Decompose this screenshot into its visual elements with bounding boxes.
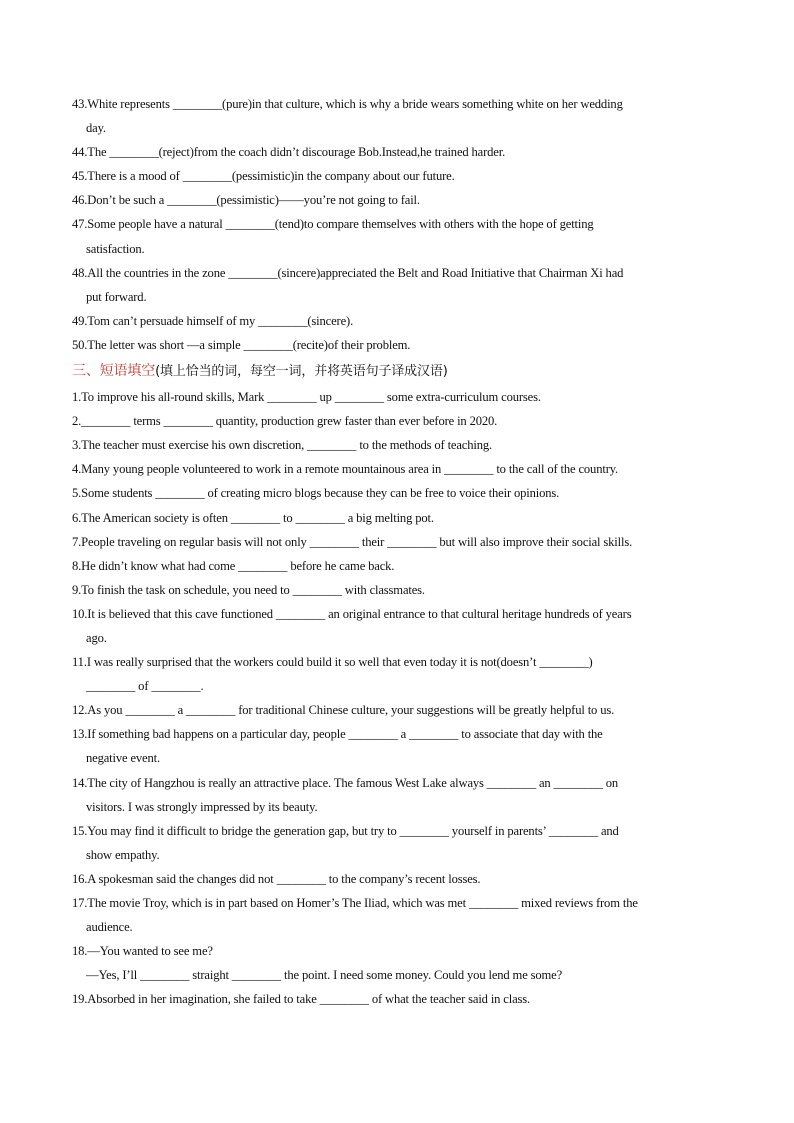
question-text-continuation: satisfaction.	[86, 241, 145, 256]
question-text: 2.________ terms ________ quantity, production grew faster than ever before in 2020.	[72, 414, 498, 429]
question-text: 10.It is believed that this cave functioned ________ an original entrance to that cultural heritage hundreds of years	[72, 606, 632, 621]
question-text-continuation: —Yes, I’ll ________ straight ________ the point. I need some money. Could you lend me some?	[86, 968, 563, 983]
question-text: 1.To improve his all-round skills, Mark ________ up ________ some extra-curriculum courses.	[72, 390, 541, 405]
question-item	[72, 578, 726, 602]
question-item	[72, 409, 726, 433]
question-text: 46.Don’t be such a ________(pessimistic)——you’re not going to fail.	[72, 193, 420, 208]
question-text: 44.The ________(reject)from the coach didn’t discourage Bob.Instead,he trained harder.	[72, 145, 506, 160]
question-text: 18.—You wanted to see me?	[72, 944, 213, 959]
question-item	[72, 164, 726, 188]
question-text: 3.The teacher must exercise his own discretion, ________ to the methods of teaching.	[72, 438, 493, 453]
question-item	[72, 212, 726, 260]
question-text-continuation: ago.	[86, 630, 107, 645]
question-text: 6.The American society is often ________ to ________ a big melting pot.	[72, 510, 434, 525]
question-item	[72, 309, 726, 333]
question-text-continuation: put forward.	[86, 289, 147, 304]
question-text-continuation: ________ of ________.	[86, 679, 204, 694]
question-text: 49.Tom can’t persuade himself of my ________(sincere).	[72, 313, 354, 328]
question-item	[72, 530, 726, 554]
question-item	[72, 140, 726, 164]
question-item	[72, 92, 726, 140]
question-item	[72, 722, 726, 770]
question-text: 45.There is a mood of ________(pessimistic)in the company about our future.	[72, 169, 455, 184]
worksheet-page	[72, 92, 726, 1011]
question-item	[72, 891, 726, 939]
question-item	[72, 650, 726, 698]
section-heading	[72, 358, 726, 385]
question-text: 5.Some students ________ of creating micro blogs because they can be free to voice their opinions.	[72, 486, 560, 501]
question-text: 11.I was really surprised that the workers could build it so well that even today it is not(doesn’t ________)	[72, 655, 593, 670]
question-item	[72, 819, 726, 867]
question-item	[72, 433, 726, 457]
question-text: 13.If something bad happens on a particular day, people ________ a ________ to associate that day with the	[72, 727, 603, 742]
section-heading-instruction: (填上恰当的词，每空一词，并将英语句子译成汉语)	[155, 364, 448, 380]
question-text: 14.The city of Hangzhou is really an attractive place. The famous West Lake always ________ an ________ on	[72, 775, 619, 790]
question-item	[72, 481, 726, 505]
question-text: 43.White represents ________(pure)in that culture, which is why a bride wears something white on her wedding	[72, 97, 623, 111]
question-item	[72, 554, 726, 578]
question-text: 50.The letter was short —a simple ________(recite)of their problem.	[72, 337, 411, 352]
question-item	[72, 385, 726, 409]
question-item	[72, 261, 726, 309]
question-text: 15.You may find it difficult to bridge the generation gap, but try to ________ yourself in parents’ ________ and	[72, 823, 619, 838]
question-text: 4.Many young people volunteered to work in a remote mountainous area in ________ to the call of the country.	[72, 462, 619, 477]
question-item	[72, 987, 726, 1011]
question-text: 9.To finish the task on schedule, you need to ________ with classmates.	[72, 582, 425, 597]
question-text-continuation: negative event.	[86, 751, 160, 766]
phrase-fill-exercises	[72, 385, 726, 1011]
word-form-exercises	[72, 92, 726, 357]
question-item	[72, 188, 726, 212]
question-item	[72, 698, 726, 722]
section-heading-number: 三、短语填空	[72, 363, 156, 380]
question-item	[72, 867, 726, 891]
question-item	[72, 602, 726, 650]
question-text-continuation: day.	[86, 121, 106, 136]
question-item	[72, 457, 726, 481]
question-text: 7.People traveling on regular basis will not only ________ their ________ but will also improve their social skills.	[72, 534, 633, 549]
question-text-continuation: visitors. I was strongly impressed by its beauty.	[86, 799, 318, 814]
question-text: 19.Absorbed in her imagination, she failed to take ________ of what the teacher said in class.	[72, 992, 531, 1007]
question-text: 17.The movie Troy, which is in part based on Homer’s The Iliad, which was met ________ mixed reviews from the	[72, 896, 638, 910]
question-text: 12.As you ________ a ________ for traditional Chinese culture, your suggestions will be greatly helpful to us.	[72, 703, 615, 718]
question-text: 47.Some people have a natural ________(tend)to compare themselves with others with the hope of getting	[72, 217, 594, 232]
question-text: 16.A spokesman said the changes did not ________ to the company’s recent losses.	[72, 871, 481, 886]
question-text-continuation: show empathy.	[86, 847, 160, 862]
question-text: 8.He didn’t know what had come ________ before he came back.	[72, 558, 395, 573]
question-item	[72, 771, 726, 819]
question-text-continuation: audience.	[86, 920, 133, 935]
question-text: 48.All the countries in the zone ________(sincere)appreciated the Belt and Road Initiative that Chairman Xi had	[72, 265, 624, 280]
question-item	[72, 333, 726, 357]
question-item	[72, 506, 726, 530]
question-item	[72, 939, 726, 987]
